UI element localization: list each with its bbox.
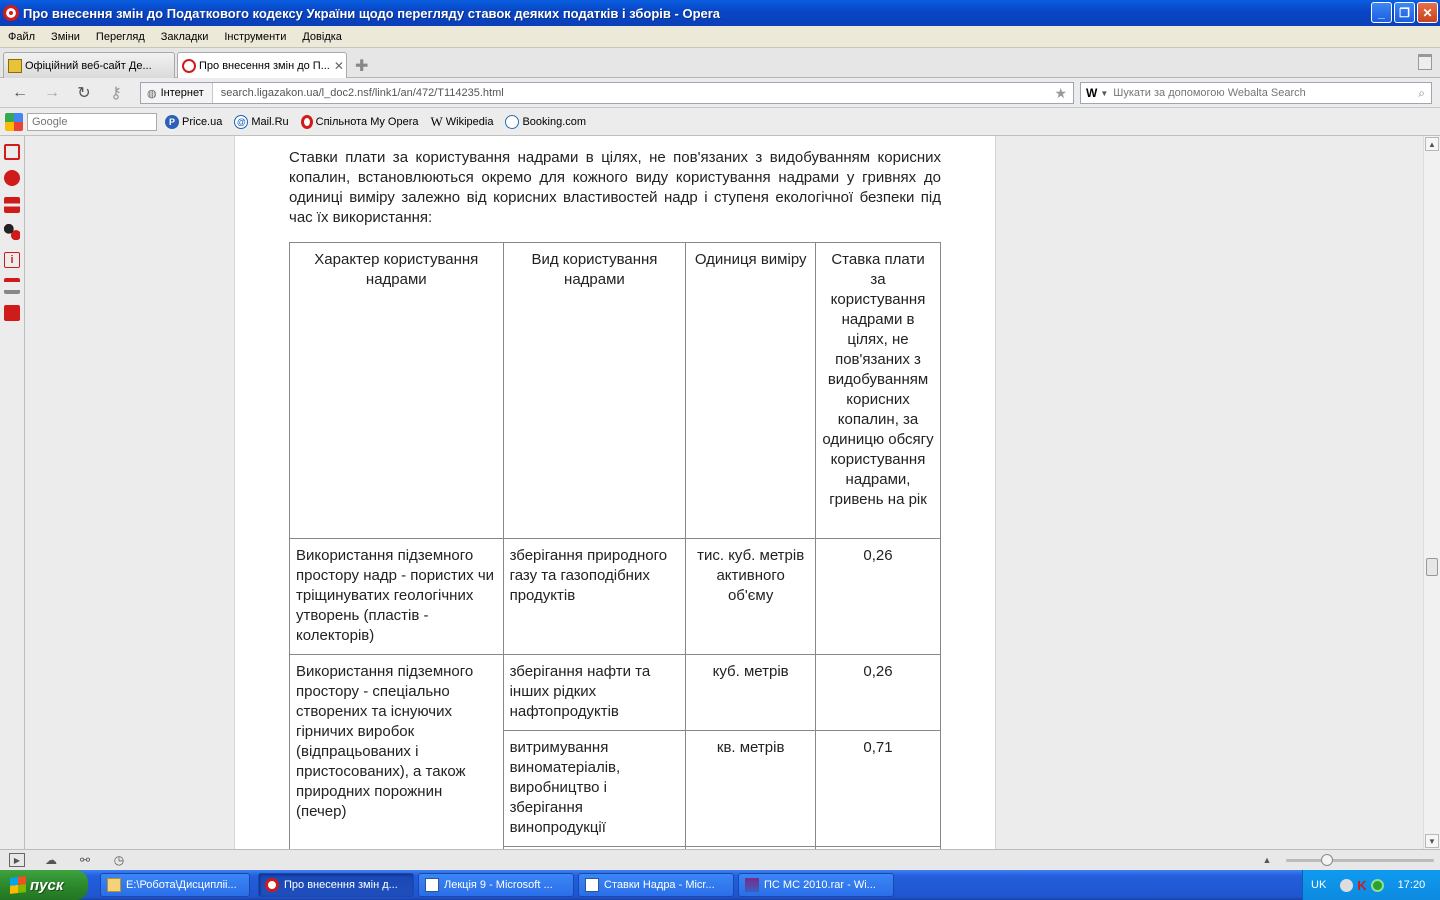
- tab-law-document[interactable]: [177, 52, 347, 78]
- send-icon[interactable]: [4, 305, 20, 321]
- globe-icon: ◍: [147, 87, 157, 100]
- tab-label: Офіційний веб-сайт Де...: [25, 59, 152, 72]
- windows-logo-icon: [10, 876, 26, 894]
- coat-of-arms-icon: [8, 59, 22, 73]
- address-bar[interactable]: [140, 82, 1074, 104]
- winrar-icon: [745, 878, 759, 892]
- bookmark-my-opera[interactable]: [301, 115, 419, 129]
- task-label: Лекція 9 - Microsoft ...: [444, 879, 553, 891]
- bookmark-booking[interactable]: [505, 115, 586, 129]
- header-character: Характер користування надрами: [290, 243, 504, 539]
- bookmark-label: Mail.Ru: [251, 115, 289, 128]
- search-box[interactable]: [1080, 82, 1432, 104]
- folder-icon: [107, 878, 121, 892]
- scroll-down-icon[interactable]: ▼: [1425, 834, 1439, 848]
- system-tray: [1302, 870, 1440, 900]
- key-icon[interactable]: ⚷: [110, 85, 122, 102]
- task-label: Про внесення змін д...: [284, 879, 398, 891]
- taskbar: [0, 870, 1440, 900]
- start-label: пуск: [30, 876, 64, 894]
- close-button[interactable]: ✕: [1417, 2, 1438, 23]
- cell-unit: куб. метрів: [686, 655, 816, 731]
- opera-icon: [265, 878, 279, 892]
- task-opera[interactable]: [258, 873, 414, 897]
- back-icon[interactable]: ←: [12, 84, 28, 101]
- no-entry-icon: [182, 59, 196, 73]
- header-type: Вид користування надрами: [503, 243, 686, 539]
- header-rate: Ставка плати за користування надрами в цілях, не пов'язаних з видобуванням корисних копалин, за одиницю обсягу користування надрами, гривень на рік: [816, 243, 941, 539]
- opera-icon: [301, 115, 313, 129]
- network-icon[interactable]: [1340, 879, 1353, 892]
- cell-character: Використання підземного простору надр - пористих чи тріщинуватих геологічних утворень (пластів - колекторів): [290, 539, 504, 655]
- cloud-icon[interactable]: ☁: [45, 853, 57, 867]
- bookmark-label: Wikipedia: [445, 115, 494, 128]
- zoom-slider[interactable]: [1286, 859, 1434, 862]
- info-icon[interactable]: i: [4, 252, 20, 268]
- cell-character: Використання підземного простору - спеціально створених та існуючих гірничих виробок (відпрацьованих і пристосованих), а також природних порожнин (печер): [290, 655, 504, 850]
- tab-bar: [0, 48, 1440, 78]
- task-winrar[interactable]: [738, 873, 894, 897]
- task-label: E:\Робота\Дисципліі...: [126, 879, 237, 891]
- print-icon[interactable]: [4, 278, 20, 294]
- panel-toggle-icon[interactable]: ▶: [9, 853, 25, 867]
- header-unit: Одиниця виміру: [686, 243, 816, 539]
- tab-official-site[interactable]: [3, 52, 175, 78]
- chevron-down-icon[interactable]: ▼: [1100, 88, 1109, 98]
- cell-unit: тис. куб. метрів активного об'єму: [686, 539, 816, 655]
- google-icon: [5, 113, 23, 131]
- globe-icon: [505, 115, 519, 129]
- intro-paragraph: Ставки плати за користування надрами в цілях, не пов'язаних з видобуванням корисних копалин, встановлюються окремо для кожного виду користування надрами у гривнях до одиниці виміру залежно від корисних властивостей надр і ступеня екологічної безпеки під час їх використання:: [289, 149, 941, 226]
- clock: 17:20: [1397, 879, 1426, 891]
- window-title: Про внесення змін до Податкового кодексу України щодо перегляду ставок деяких податків і зборів - Opera: [23, 5, 721, 21]
- language-indicator[interactable]: UK: [1311, 879, 1327, 891]
- new-tab-icon[interactable]: ✚: [355, 58, 369, 75]
- share-icon[interactable]: [4, 197, 20, 213]
- word-icon: [585, 878, 599, 892]
- security-zone-badge[interactable]: [141, 83, 213, 103]
- reload-icon[interactable]: ↻: [77, 85, 91, 102]
- bookmark-mail-ru[interactable]: [234, 115, 288, 129]
- table-header-row: [290, 243, 941, 539]
- menu-bookmarks[interactable]: Закладки: [160, 30, 209, 43]
- rates-table: [289, 242, 941, 849]
- zoom-menu-icon[interactable]: ▲: [1262, 855, 1272, 865]
- page-viewport: [25, 136, 1423, 849]
- document-page: [234, 136, 996, 849]
- google-search: [5, 113, 157, 131]
- google-search-input[interactable]: [27, 113, 157, 131]
- zone-label: Інтернет: [160, 87, 204, 99]
- bookmark-star-icon[interactable]: ★: [1054, 84, 1067, 101]
- menu-bar: [0, 26, 1440, 48]
- tab-close-icon[interactable]: ✕: [333, 58, 344, 73]
- webalta-icon[interactable]: W: [1086, 86, 1098, 100]
- trash-icon[interactable]: [1418, 54, 1432, 70]
- bookmark-label: Booking.com: [522, 115, 587, 128]
- cell-type: зберігання нафти та інших рідких нафтопродуктів: [503, 655, 686, 731]
- maximize-button[interactable]: ❐: [1394, 2, 1415, 23]
- vertical-scrollbar[interactable]: [1423, 136, 1440, 849]
- fullscreen-icon[interactable]: [4, 144, 20, 160]
- task-word-rates[interactable]: [578, 873, 734, 897]
- task-label: ПС МС 2010.rar - Wi...: [764, 879, 876, 891]
- cell-rate: 0,26: [816, 655, 941, 731]
- wikipedia-icon: W: [430, 113, 443, 129]
- menu-edit[interactable]: Зміни: [51, 30, 80, 43]
- title-bar: [0, 0, 1440, 26]
- menu-help[interactable]: Довідка: [302, 30, 342, 43]
- task-word-lecture[interactable]: [418, 873, 574, 897]
- opera-logo-icon: [3, 5, 19, 21]
- cell-rate: 0,71: [816, 731, 941, 847]
- bookmark-label: Спільнота My Opera: [315, 115, 419, 128]
- connect-icon[interactable]: [4, 224, 20, 240]
- notes-icon[interactable]: [4, 170, 20, 186]
- menu-tools[interactable]: Інструменти: [224, 30, 287, 43]
- task-explorer[interactable]: [100, 873, 250, 897]
- forward-icon[interactable]: →: [44, 84, 60, 101]
- price-ua-icon: P: [165, 115, 179, 129]
- menu-view[interactable]: Перегляд: [95, 30, 145, 43]
- navigation-bar: [0, 78, 1440, 108]
- task-label: Ставки Надра - Micr...: [604, 879, 715, 891]
- table-row: [290, 655, 941, 731]
- bookmarks-bar: [0, 108, 1440, 136]
- scroll-up-icon[interactable]: ▲: [1425, 137, 1439, 151]
- cell-type: витримування виноматеріалів, виробництво і зберігання винопродукції: [503, 731, 686, 847]
- scroll-thumb[interactable]: [1426, 558, 1438, 576]
- zoom-slider-knob[interactable]: [1321, 854, 1333, 866]
- menu-file[interactable]: Файл: [8, 30, 36, 43]
- cell-unit: кв. метрів: [686, 731, 816, 847]
- search-icon[interactable]: ⌕: [1418, 85, 1425, 100]
- bookmark-price-ua[interactable]: [165, 115, 222, 129]
- icq-icon[interactable]: [1371, 879, 1384, 892]
- cell-rate: 0,26: [816, 539, 941, 655]
- mail-ru-icon: @: [234, 115, 248, 129]
- bookmark-wikipedia[interactable]: [430, 114, 493, 130]
- cell-type: зберігання природного газу та газоподібних продуктів: [503, 539, 686, 655]
- start-button[interactable]: [0, 870, 88, 900]
- minimize-button[interactable]: _: [1371, 2, 1392, 23]
- url-text[interactable]: search.ligazakon.ua/l_doc2.nsf/link1/an/472/T114235.html: [220, 87, 504, 99]
- tab-label: Про внесення змін до П...: [199, 59, 330, 72]
- kaspersky-icon[interactable]: K: [1357, 877, 1367, 893]
- bookmark-label: Price.ua: [182, 115, 223, 128]
- side-panel: [0, 136, 25, 849]
- table-row: [290, 539, 941, 655]
- turbo-icon[interactable]: ◷: [113, 853, 125, 867]
- word-icon: [425, 878, 439, 892]
- status-bar: [0, 849, 1440, 870]
- search-input[interactable]: [1113, 87, 1403, 99]
- unite-icon[interactable]: ⚯: [79, 853, 91, 867]
